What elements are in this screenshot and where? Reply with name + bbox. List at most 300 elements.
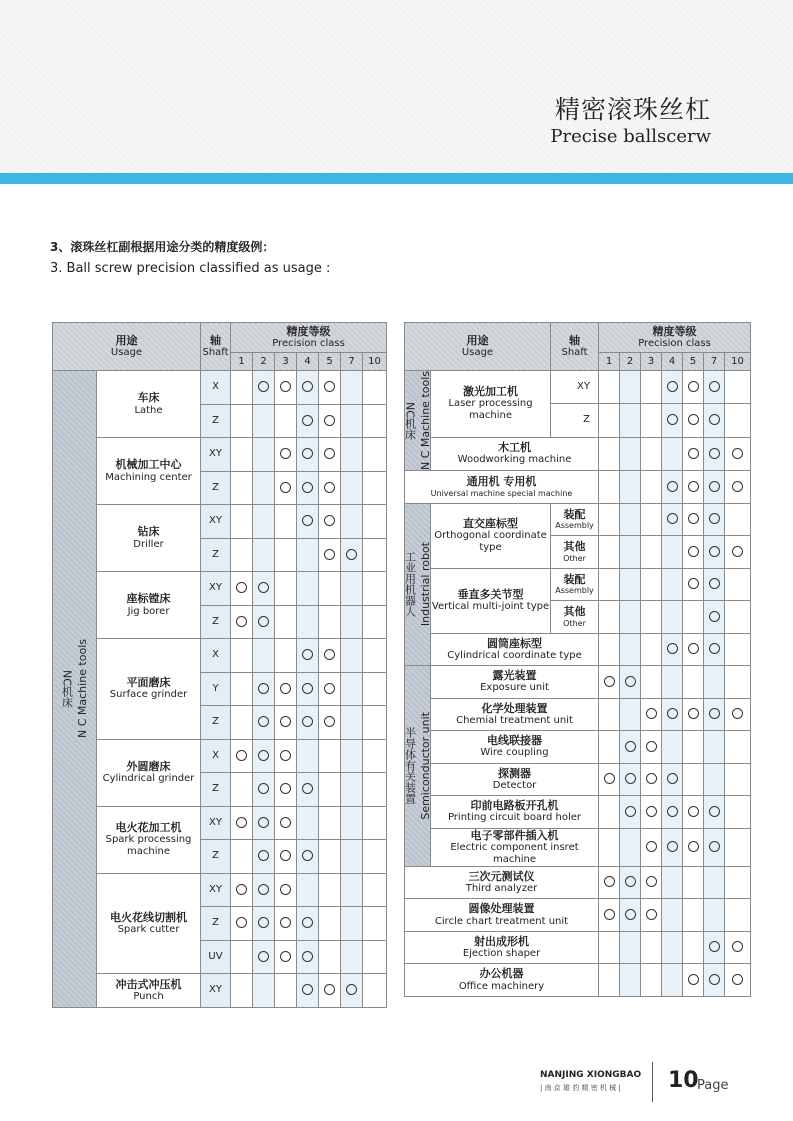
precision-cell <box>363 471 387 505</box>
precision-cell <box>641 796 662 829</box>
circle-mark-icon <box>667 708 678 719</box>
precision-cell <box>683 666 704 699</box>
precision-cell <box>231 706 253 740</box>
circle-mark-icon <box>346 549 357 560</box>
circle-mark-icon <box>667 381 678 392</box>
precision-cell <box>683 828 704 866</box>
shaft-header-en: Shaft <box>202 347 229 359</box>
class-header-5: 5 <box>683 353 704 371</box>
precision-cell <box>253 739 275 773</box>
circle-mark-icon <box>709 414 720 425</box>
class-header-3: 3 <box>641 353 662 371</box>
precision-cell <box>297 538 319 572</box>
usage-name-cn: 电子零部件插入机 <box>470 828 559 842</box>
precision-cell <box>641 371 662 404</box>
precision-cell <box>599 964 620 997</box>
precision-cell <box>363 404 387 438</box>
circle-mark-icon <box>709 481 720 492</box>
usage-header-cn: 用途 <box>466 333 489 347</box>
precision-cell <box>662 371 683 404</box>
shaft-cell: Z <box>201 840 231 874</box>
usage-name-en: Chemial treatment unit <box>456 714 573 726</box>
circle-mark-icon <box>625 909 636 920</box>
precision-cell <box>704 371 725 404</box>
shaft-cn: 其他 <box>563 605 586 619</box>
precision-cell <box>599 828 620 866</box>
circle-mark-icon <box>732 448 743 459</box>
usage-name-en: Machining center <box>105 471 192 483</box>
usage-cell <box>431 437 599 470</box>
usage-cell <box>431 568 551 633</box>
precision-cell <box>620 404 641 437</box>
precision-cell <box>641 536 662 569</box>
footer-brand-cn: | 南 京 雄 豹 精 密 机 械 | <box>540 1084 621 1092</box>
circle-mark-icon <box>688 643 699 654</box>
precision-cell <box>297 873 319 907</box>
precision-cell <box>704 404 725 437</box>
precision-cell <box>341 739 363 773</box>
table-row <box>53 739 387 773</box>
circle-mark-icon <box>324 549 335 560</box>
precision-cell <box>297 371 319 405</box>
usage-name-cn: 座标镗床 <box>126 592 171 606</box>
circle-mark-icon <box>280 482 291 493</box>
circle-mark-icon <box>280 850 291 861</box>
precision-cell <box>253 706 275 740</box>
precision-cell <box>319 706 341 740</box>
usage-name-cn: 车床 <box>137 391 160 405</box>
circle-mark-icon <box>732 481 743 492</box>
precision-cell <box>319 974 341 1008</box>
precision-cell <box>641 828 662 866</box>
precision-cell <box>662 568 683 601</box>
precision-cell <box>620 633 641 666</box>
circle-mark-icon <box>604 773 615 784</box>
usage-name-cn: 探测器 <box>498 766 531 780</box>
precision-cell <box>275 505 297 539</box>
circle-mark-icon <box>258 917 269 928</box>
circle-mark-icon <box>302 850 313 861</box>
usage-cell <box>405 899 599 932</box>
precision-cell <box>662 601 683 634</box>
header-band <box>0 0 793 175</box>
precision-cell <box>231 572 253 606</box>
precision-cell <box>297 974 319 1008</box>
precision-cell <box>641 568 662 601</box>
precision-cell <box>363 773 387 807</box>
shaft-cell: X <box>201 639 231 673</box>
precision-cell <box>319 404 341 438</box>
precision-cell <box>363 672 387 706</box>
precision-cell <box>341 438 363 472</box>
precision-cell <box>725 866 751 899</box>
circle-mark-icon <box>625 876 636 887</box>
precision-cell <box>297 840 319 874</box>
precision-cell <box>704 828 725 866</box>
usage-header-cn: 用途 <box>115 333 138 347</box>
precision-cell <box>662 763 683 796</box>
usage-cell <box>405 866 599 899</box>
precision-cell <box>253 438 275 472</box>
circle-mark-icon <box>646 841 657 852</box>
shaft-cell: XY <box>201 873 231 907</box>
table-row <box>405 698 751 731</box>
circle-mark-icon <box>709 708 720 719</box>
circle-mark-icon <box>302 716 313 727</box>
precision-cell <box>641 731 662 764</box>
precision-cell <box>253 940 275 974</box>
precision-cell <box>641 404 662 437</box>
circle-mark-icon <box>302 448 313 459</box>
precision-cell <box>231 806 253 840</box>
circle-mark-icon <box>258 817 269 828</box>
precision-cell <box>683 471 704 504</box>
shaft-header <box>201 323 231 371</box>
usage-name-en: Exposure unit <box>480 682 549 694</box>
precision-cell <box>231 873 253 907</box>
table-row <box>405 796 751 829</box>
precision-cell <box>231 907 253 941</box>
shaft-header-cn: 轴 <box>210 333 222 347</box>
circle-mark-icon <box>280 683 291 694</box>
circle-mark-icon <box>280 817 291 828</box>
circle-mark-icon <box>346 984 357 995</box>
circle-mark-icon <box>324 716 335 727</box>
precision-cell <box>641 964 662 997</box>
precision-cell <box>620 763 641 796</box>
class-header-10: 10 <box>363 353 387 371</box>
precision-cell <box>275 639 297 673</box>
precision-cell <box>683 568 704 601</box>
precision-cell <box>341 773 363 807</box>
precision-cell <box>363 371 387 405</box>
usage-cell <box>97 371 201 438</box>
precision-cell <box>725 796 751 829</box>
precision-cell <box>641 931 662 964</box>
usage-name-cn: 办公机器 <box>479 967 524 981</box>
precision-cell <box>275 873 297 907</box>
precision-cell <box>275 773 297 807</box>
circle-mark-icon <box>302 683 313 694</box>
usage-name-cn: 电线联接器 <box>487 734 542 748</box>
class-header-2: 2 <box>620 353 641 371</box>
class-header-10: 10 <box>725 353 751 371</box>
precision-cell <box>297 672 319 706</box>
circle-mark-icon <box>236 582 247 593</box>
category-nc-machine-tools-en: N C Machine tools <box>75 639 89 739</box>
precision-cell <box>363 438 387 472</box>
precision-cell <box>683 931 704 964</box>
precision-cell <box>319 672 341 706</box>
circle-mark-icon <box>625 676 636 687</box>
shaft-cell: Z <box>201 907 231 941</box>
precision-cell <box>363 505 387 539</box>
category-semiconductor-unit-en: Semiconductor unit <box>418 712 432 820</box>
precision-cell <box>341 471 363 505</box>
shaft-cell: XY <box>201 974 231 1008</box>
precision-cell <box>620 964 641 997</box>
precision-cell <box>620 371 641 404</box>
footer-divider <box>652 1062 653 1102</box>
header-title-cn: 精密滚珠丝杠 <box>554 95 711 124</box>
category-nc-machine-tools <box>405 371 431 471</box>
circle-mark-icon <box>604 876 615 887</box>
circle-mark-icon <box>732 546 743 557</box>
shaft-cell: XY <box>201 572 231 606</box>
precision-cell <box>725 964 751 997</box>
precision-cell <box>725 471 751 504</box>
usage-cell <box>431 633 599 666</box>
precision-cell <box>725 666 751 699</box>
precision-cell <box>275 739 297 773</box>
circle-mark-icon <box>236 616 247 627</box>
precision-cell <box>683 404 704 437</box>
precision-cell <box>319 505 341 539</box>
precision-cell <box>620 796 641 829</box>
circle-mark-icon <box>324 381 335 392</box>
usage-name-en: Ejection shaper <box>462 948 541 960</box>
usage-name-en: Universal machine special machine <box>430 488 573 498</box>
circle-mark-icon <box>688 481 699 492</box>
circle-mark-icon <box>709 448 720 459</box>
circle-mark-icon <box>302 415 313 426</box>
precision-cell <box>620 536 641 569</box>
usage-cell <box>97 572 201 639</box>
usage-name-cn: 化学处理装置 <box>481 701 548 715</box>
class-header-2: 2 <box>253 353 275 371</box>
precision-cell <box>662 503 683 536</box>
precision-cell <box>253 873 275 907</box>
precision-cell <box>599 899 620 932</box>
precision-cell <box>275 706 297 740</box>
precision-cell <box>319 773 341 807</box>
shaft-cell <box>551 536 599 569</box>
circle-mark-icon <box>709 578 720 589</box>
precision-cell <box>620 471 641 504</box>
circle-mark-icon <box>709 513 720 524</box>
shaft-cell: XY <box>201 438 231 472</box>
precision-cell <box>231 438 253 472</box>
precision-cell <box>683 866 704 899</box>
usage-name-en: Lathe <box>134 404 163 416</box>
circle-mark-icon <box>324 683 335 694</box>
precision-cell <box>683 964 704 997</box>
precision-cell <box>641 899 662 932</box>
precision-cell <box>253 505 275 539</box>
precision-cell <box>319 538 341 572</box>
precision-cell <box>599 371 620 404</box>
shaft-header <box>551 323 599 371</box>
shaft-cn: 装配 <box>563 507 586 521</box>
usage-name-en: Third analyzer <box>465 883 538 895</box>
precision-cell <box>253 404 275 438</box>
precision-cell <box>231 974 253 1008</box>
precision-cell <box>319 371 341 405</box>
shaft-header-en: Shaft <box>561 347 588 359</box>
precision-cell <box>599 698 620 731</box>
precision-cell <box>275 907 297 941</box>
usage-name-cn: 印前电路板开孔机 <box>470 799 559 813</box>
circle-mark-icon <box>280 951 291 962</box>
table-row <box>405 471 751 504</box>
usage-name-cn: 电火花线切割机 <box>110 910 187 924</box>
accent-bar <box>0 173 793 184</box>
precision-cell <box>599 536 620 569</box>
precision-cell <box>725 404 751 437</box>
precision-cell <box>297 806 319 840</box>
class-header-3: 3 <box>275 353 297 371</box>
precision-cell <box>275 371 297 405</box>
usage-cell <box>97 438 201 505</box>
precision-cell <box>704 471 725 504</box>
circle-mark-icon <box>280 716 291 727</box>
class-header-4: 4 <box>662 353 683 371</box>
precision-cell <box>641 503 662 536</box>
usage-cell <box>97 806 201 873</box>
circle-mark-icon <box>709 643 720 654</box>
precision-cell <box>253 672 275 706</box>
precision-cell <box>599 796 620 829</box>
precision-cell <box>319 471 341 505</box>
precision-cell <box>599 471 620 504</box>
circle-mark-icon <box>667 841 678 852</box>
precision-cell <box>662 437 683 470</box>
usage-name-cn: 机械加工中心 <box>115 458 182 472</box>
shaft-cell: XY <box>551 371 599 404</box>
precision-cell <box>662 866 683 899</box>
footer-brand: NANJING XIONGBAO <box>540 1070 642 1080</box>
category-nc-machine-tools-cn: NC机床 <box>403 401 417 440</box>
usage-cell <box>431 763 599 796</box>
precision-cell <box>704 437 725 470</box>
usage-header <box>405 323 551 371</box>
precision-cell <box>662 536 683 569</box>
circle-mark-icon <box>302 984 313 995</box>
usage-name-en: Cylindrical coordinate type <box>447 649 582 661</box>
table-row <box>405 828 751 866</box>
precision-cell <box>599 763 620 796</box>
precision-cell <box>341 371 363 405</box>
section-heading-en: 3. Ball screw precision classified as usage : <box>50 261 331 276</box>
shaft-cell <box>551 601 599 634</box>
precision-cell <box>319 873 341 907</box>
usage-name-cn: 圆筒座标型 <box>487 636 542 650</box>
usage-name-en: Woodworking machine <box>457 454 572 466</box>
precision-cell <box>683 536 704 569</box>
precision-header-en: Precision class <box>638 338 711 350</box>
usage-cell <box>431 698 599 731</box>
precision-cell <box>599 568 620 601</box>
usage-cell <box>97 639 201 740</box>
precision-cell <box>599 666 620 699</box>
shaft-cell: Z <box>201 538 231 572</box>
circle-mark-icon <box>302 649 313 660</box>
table-row <box>53 438 387 472</box>
precision-cell <box>297 739 319 773</box>
circle-mark-icon <box>324 448 335 459</box>
class-header-7: 7 <box>704 353 725 371</box>
precision-cell <box>231 371 253 405</box>
table-row <box>53 371 387 405</box>
usage-name-cn: 平面磨床 <box>126 676 171 690</box>
precision-cell <box>275 806 297 840</box>
class-header-1: 1 <box>231 353 253 371</box>
circle-mark-icon <box>646 741 657 752</box>
circle-mark-icon <box>236 817 247 828</box>
table-row <box>53 572 387 606</box>
precision-cell <box>599 633 620 666</box>
circle-mark-icon <box>324 984 335 995</box>
precision-cell <box>620 899 641 932</box>
precision-cell <box>319 806 341 840</box>
shaft-cn: 装配 <box>563 572 586 586</box>
circle-mark-icon <box>258 884 269 895</box>
precision-cell <box>253 639 275 673</box>
circle-mark-icon <box>688 546 699 557</box>
precision-cell <box>363 840 387 874</box>
precision-cell <box>297 505 319 539</box>
precision-cell <box>253 907 275 941</box>
circle-mark-icon <box>667 481 678 492</box>
precision-cell <box>620 866 641 899</box>
circle-mark-icon <box>732 708 743 719</box>
usage-name-en: Surface grinder <box>109 689 188 701</box>
precision-cell <box>297 404 319 438</box>
category-nc-machine-tools <box>53 371 97 1008</box>
shaft-cell: UV <box>201 940 231 974</box>
circle-mark-icon <box>280 884 291 895</box>
precision-cell <box>363 739 387 773</box>
precision-cell <box>231 639 253 673</box>
circle-mark-icon <box>258 951 269 962</box>
precision-cell <box>725 931 751 964</box>
usage-cell <box>97 505 201 572</box>
precision-cell <box>599 437 620 470</box>
circle-mark-icon <box>280 917 291 928</box>
precision-cell <box>683 503 704 536</box>
table-row <box>405 666 751 699</box>
precision-cell <box>297 773 319 807</box>
precision-cell <box>275 840 297 874</box>
usage-name-cn: 垂直多关节型 <box>457 587 524 601</box>
circle-mark-icon <box>646 876 657 887</box>
table-row <box>405 568 751 601</box>
circle-mark-icon <box>646 806 657 817</box>
precision-header-cn: 精度等级 <box>286 324 331 338</box>
precision-cell <box>641 666 662 699</box>
precision-header <box>599 323 751 353</box>
precision-cell <box>297 907 319 941</box>
precision-cell <box>725 828 751 866</box>
usage-name-en: Jig borer <box>127 605 170 617</box>
shaft-cell: Z <box>201 404 231 438</box>
shaft-en: Assembly <box>555 586 594 596</box>
precision-cell <box>363 974 387 1008</box>
usage-name-en: Punch <box>133 990 164 1002</box>
table-row <box>405 437 751 470</box>
circle-mark-icon <box>280 381 291 392</box>
circle-mark-icon <box>324 415 335 426</box>
precision-cell <box>641 601 662 634</box>
table-row <box>405 633 751 666</box>
class-header-1: 1 <box>599 353 620 371</box>
usage-name-cn: 直交座标型 <box>463 516 518 530</box>
table-row <box>53 873 387 907</box>
circle-mark-icon <box>302 515 313 526</box>
circle-mark-icon <box>688 381 699 392</box>
shaft-cn: 其他 <box>563 540 586 554</box>
precision-cell <box>341 505 363 539</box>
